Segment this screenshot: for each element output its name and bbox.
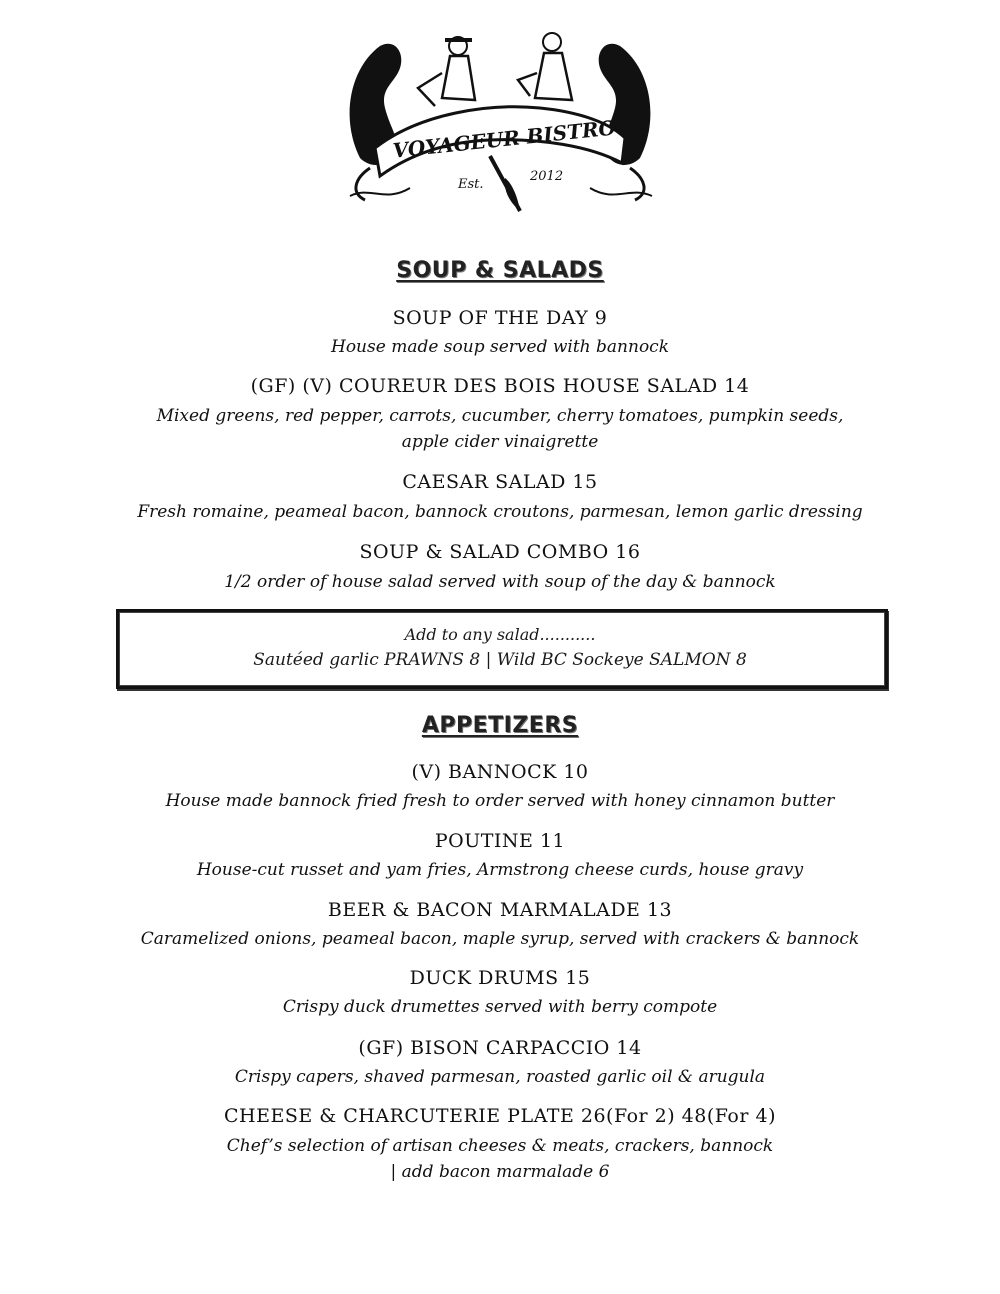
menu-item-title: BEER & BACON MARMALADE 13: [327, 899, 673, 921]
menu-item-description: Fresh romaine, peameal bacon, bannock croutons, parmesan, lemon garlic dressing: [137, 502, 863, 522]
menu-item-title: CAESAR SALAD 15: [402, 471, 598, 493]
logo-est-text: Est.: [458, 177, 484, 192]
logo-year-text: 2012: [530, 169, 564, 184]
menu-item-description: House-cut russet and yam fries, Armstrong cheese curds, house gravy: [196, 860, 804, 880]
logo-name-text: VOYAGEUR BISTRO: [391, 115, 617, 163]
menu-item-description: 1/2 order of house salad served with soup of the day & bannock: [224, 572, 776, 592]
menu-item-description: Chef’s selection of artisan cheeses & meats, crackers, bannock: [226, 1136, 774, 1156]
voyageur-bistro-logo: [340, 28, 660, 213]
menu-item-description: House made bannock fried fresh to order served with honey cinnamon butter: [165, 791, 835, 811]
menu-item-description: Crispy capers, shaved parmesan, roasted garlic oil & arugula: [234, 1067, 766, 1087]
menu-item-description: Crispy duck drumettes served with berry compote: [282, 997, 718, 1017]
menu-item-description: apple cider vinaigrette: [401, 432, 599, 452]
menu-item-description: House made soup served with bannock: [331, 337, 669, 357]
menu-item-title: SOUP & SALAD COMBO 16: [359, 541, 641, 563]
menu-item-title: SOUP OF THE DAY 9: [392, 307, 608, 329]
menu-item-title: (GF) BISON CARPACCIO 14: [358, 1037, 642, 1059]
section-title-appetizers: APPETIZERS: [421, 713, 579, 738]
menu-item-title: DUCK DRUMS 15: [409, 967, 591, 989]
menu-item-title: (GF) (V) COUREUR DES BOIS HOUSE SALAD 14: [250, 375, 750, 397]
addon-options: Sautéed garlic PRAWNS 8 | Wild BC Sockeye SALMON 8: [253, 650, 747, 670]
menu-item-title: (V) BANNOCK 10: [411, 761, 589, 783]
addon-box: [116, 609, 888, 689]
menu-item-title: CHEESE & CHARCUTERIE PLATE 26(For 2) 48(For 4): [224, 1105, 776, 1127]
menu-item-title: POUTINE 11: [434, 830, 566, 852]
menu-item-description: Mixed greens, red pepper, carrots, cucumber, cherry tomatoes, pumpkin seeds,: [156, 406, 844, 426]
menu-item-description: | add bacon marmalade 6: [390, 1162, 610, 1182]
section-title-soup-salads: SOUP & SALADS: [396, 258, 604, 283]
addon-heading: Add to any salad...........: [404, 625, 596, 644]
menu-item-description: Caramelized onions, peameal bacon, maple syrup, served with crackers & bannock: [140, 929, 860, 949]
